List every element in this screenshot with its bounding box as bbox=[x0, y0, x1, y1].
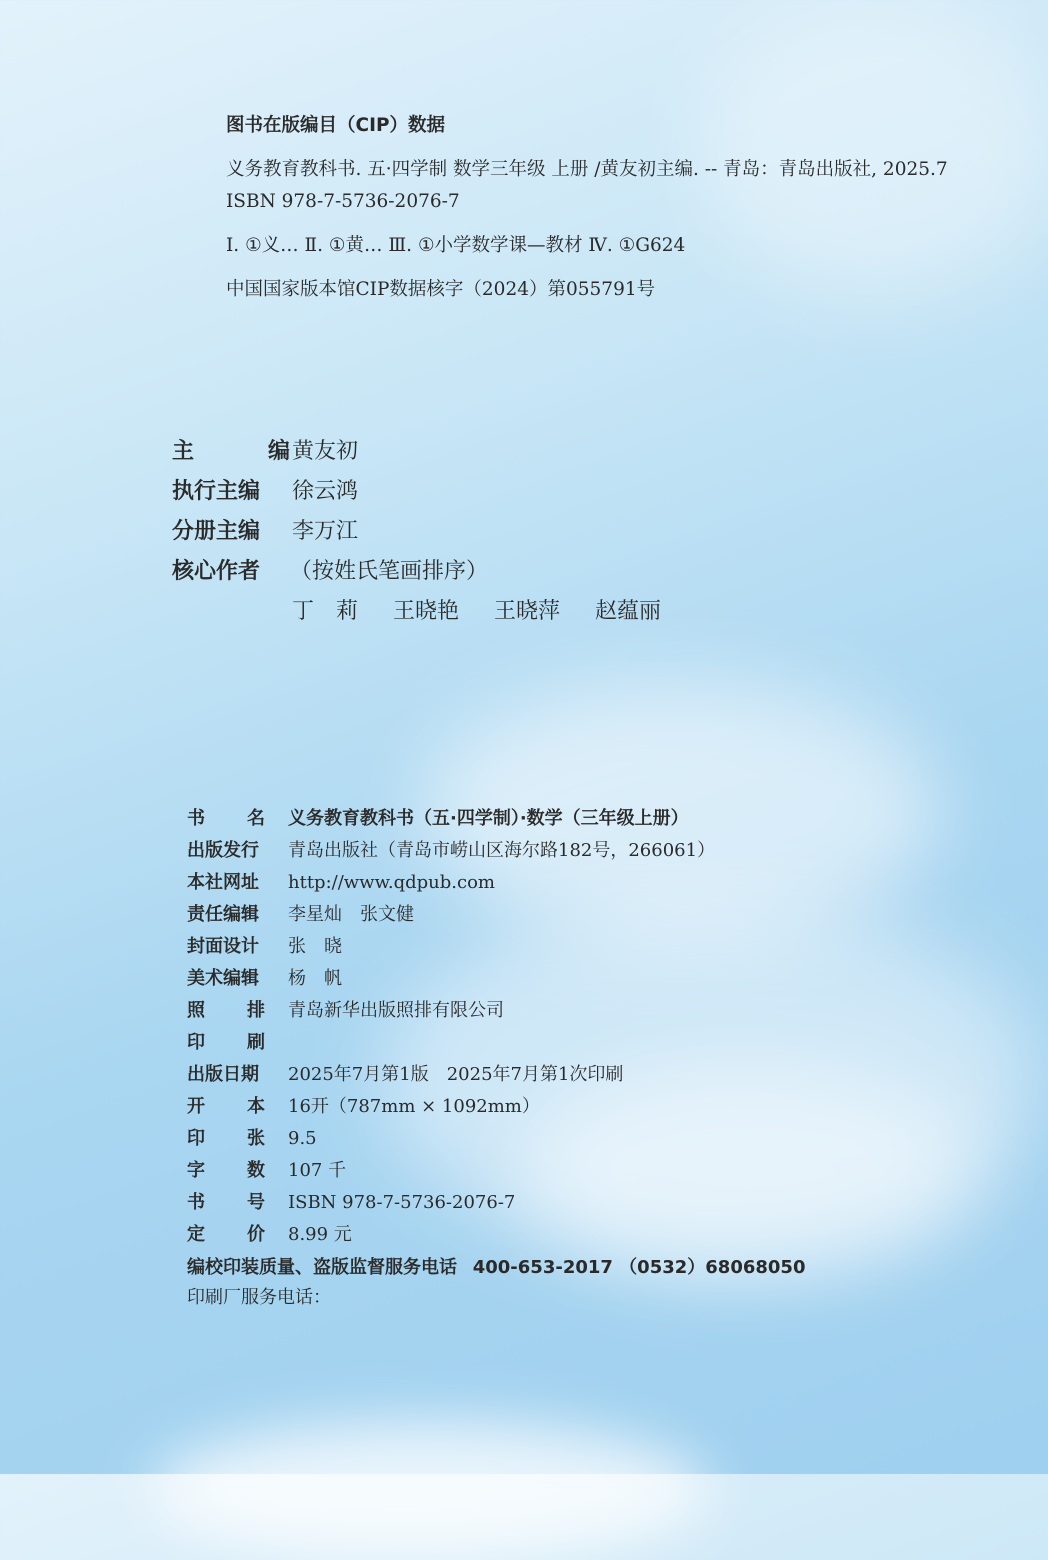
hotline-label: 编校印装质量、盗版监督服务电话 bbox=[187, 1257, 457, 1278]
staff-row-volume-editor bbox=[172, 512, 689, 552]
publication-info bbox=[187, 803, 805, 1313]
author-name: 赵蕴丽 bbox=[595, 599, 662, 624]
author-name: 王晓萍 bbox=[494, 599, 561, 624]
info-label: 出版日期 bbox=[187, 1064, 259, 1085]
cip-isbn: ISBN 978-7-5736-2076-7 bbox=[226, 191, 460, 212]
cip-number: 中国国家版本馆CIP数据核字（2024）第055791号 bbox=[226, 279, 656, 300]
publisher: 青岛出版社（青岛市崂山区海尔路182号，266061） bbox=[288, 840, 716, 861]
staff-value: 徐云鸿 bbox=[292, 479, 359, 504]
info-row-editor bbox=[187, 899, 805, 931]
info-label: 封面设计 bbox=[187, 936, 259, 957]
info-row-isbn bbox=[187, 1187, 805, 1219]
publish-date: 2025年7月第1版 2025年7月第1次印刷 bbox=[288, 1064, 624, 1085]
staff-value: 李万江 bbox=[292, 519, 359, 544]
info-row-website bbox=[187, 867, 805, 899]
info-row-publisher bbox=[187, 835, 805, 867]
info-label: 书 号 bbox=[187, 1192, 265, 1213]
info-row-words bbox=[187, 1155, 805, 1187]
website-link[interactable]: http://www.qdpub.com bbox=[288, 872, 495, 893]
info-row-format bbox=[187, 1091, 805, 1123]
info-row-cover bbox=[187, 931, 805, 963]
info-row-date bbox=[187, 1059, 805, 1091]
book-format: 16开（787mm × 1092mm） bbox=[288, 1096, 540, 1117]
cip-title: 图书在版编目（CIP）数据 bbox=[226, 115, 446, 136]
staff-value: （按姓氏笔画排序） bbox=[290, 559, 489, 584]
info-label: 书 名 bbox=[187, 808, 265, 829]
staff-role: 主 编 bbox=[172, 439, 290, 464]
background-cloud bbox=[150, 1420, 710, 1560]
typesetter: 青岛新华出版照排有限公司 bbox=[288, 1000, 504, 1021]
author-name: 王晓艳 bbox=[393, 599, 460, 624]
info-row-sheets bbox=[187, 1123, 805, 1155]
factory-phone-row bbox=[187, 1283, 805, 1313]
info-label: 本社网址 bbox=[187, 872, 259, 893]
staff-role: 执行主编 bbox=[172, 479, 261, 504]
info-row-print bbox=[187, 1027, 805, 1059]
price: 8.99 元 bbox=[288, 1224, 352, 1245]
factory-phone-label: 印刷厂服务电话： bbox=[187, 1287, 331, 1308]
info-row-price bbox=[187, 1219, 805, 1251]
staff-value: 黄友初 bbox=[292, 439, 359, 464]
book-title: 义务教育教科书（五·四学制）·数学（三年级上册） bbox=[288, 808, 689, 829]
cip-block bbox=[226, 110, 948, 306]
cip-classification: Ⅰ. ①义… Ⅱ. ①黄… Ⅲ. ①小学数学课—教材 Ⅳ. ①G624 bbox=[226, 235, 686, 256]
staff-role: 分册主编 bbox=[172, 519, 261, 544]
info-label: 责任编辑 bbox=[187, 904, 259, 925]
hotline-number: 400-653-2017 （0532）68068050 bbox=[472, 1257, 806, 1278]
info-label: 定 价 bbox=[187, 1224, 265, 1245]
art-editor: 杨 帆 bbox=[288, 968, 342, 989]
info-label: 出版发行 bbox=[187, 840, 259, 861]
cover-designer: 张 晓 bbox=[288, 936, 342, 957]
info-label: 字 数 bbox=[187, 1160, 265, 1181]
hotline-row bbox=[187, 1253, 805, 1283]
staff-row-chief-editor bbox=[172, 432, 689, 472]
info-label: 照 排 bbox=[187, 1000, 265, 1021]
info-label: 开 本 bbox=[187, 1096, 265, 1117]
author-name: 丁 莉 bbox=[292, 599, 359, 624]
info-label: 印 张 bbox=[187, 1128, 265, 1149]
word-count: 107 千 bbox=[288, 1160, 347, 1181]
staff-row-core-authors bbox=[172, 552, 689, 592]
staff-block bbox=[172, 432, 689, 632]
info-row-art bbox=[187, 963, 805, 995]
cip-record: 义务教育教科书. 五·四学制 数学三年级 上册 /黄友初主编. -- 青岛：青岛出版社, 2025.7 bbox=[226, 159, 948, 180]
info-label: 美术编辑 bbox=[187, 968, 259, 989]
info-row-typeset bbox=[187, 995, 805, 1027]
info-row-title bbox=[187, 803, 805, 835]
core-authors-list bbox=[172, 592, 689, 632]
staff-role: 核心作者 bbox=[172, 559, 261, 584]
info-label: 印 刷 bbox=[187, 1032, 265, 1053]
editor: 李星灿 张文健 bbox=[288, 904, 414, 925]
print-sheets: 9.5 bbox=[288, 1128, 317, 1149]
isbn: ISBN 978-7-5736-2076-7 bbox=[288, 1192, 516, 1213]
staff-row-executive-editor bbox=[172, 472, 689, 512]
